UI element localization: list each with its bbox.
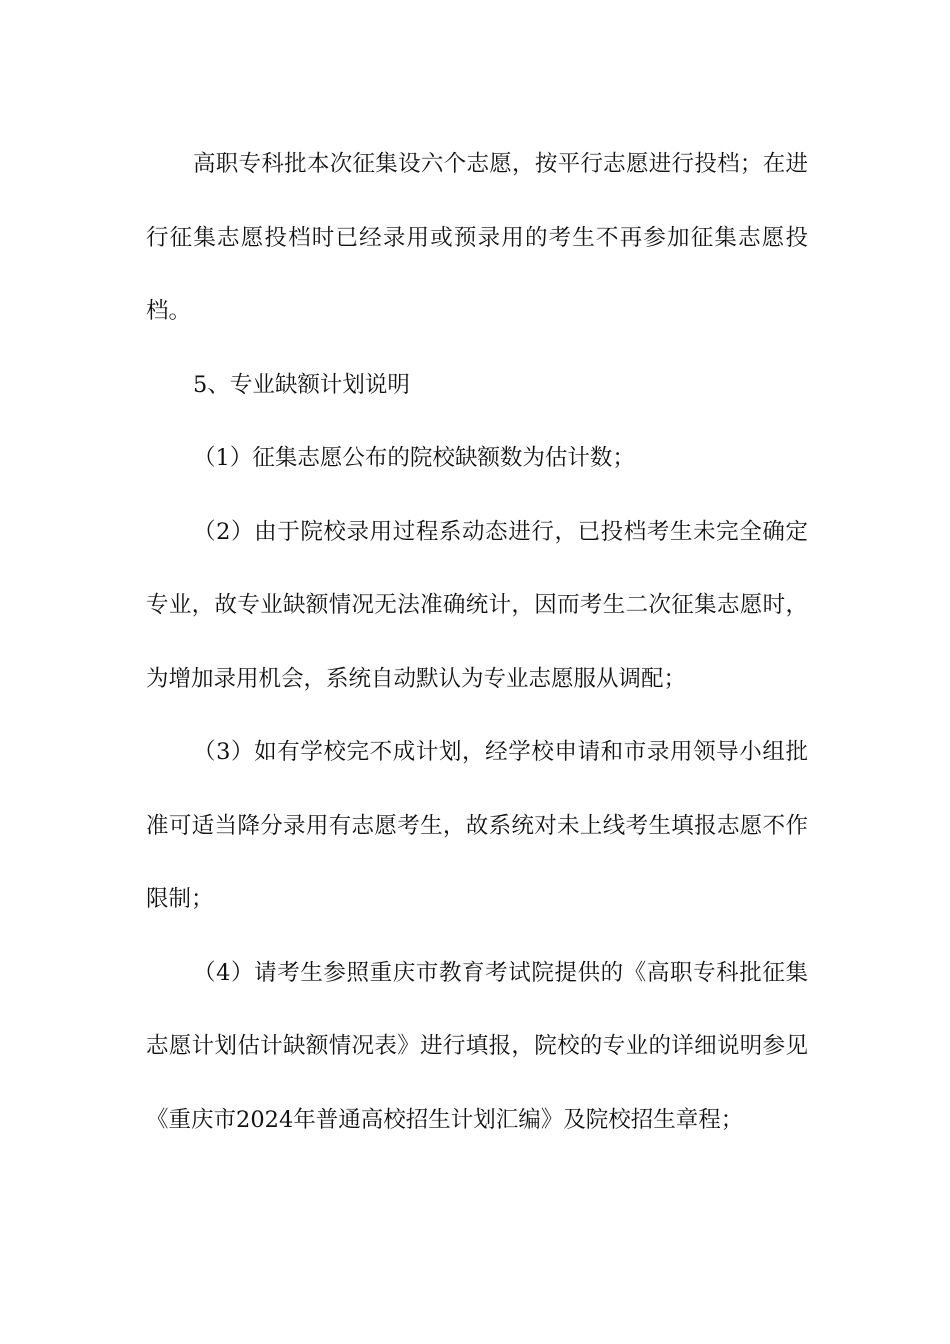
paragraph-item-4: （4）请考生参照重庆市教育考试院提供的《高职专科批征集志愿计划估计缺额情况表》进行填报，院校的专业的详细说明参见《重庆市2024年普通高校招生计划汇编》及院校招生章程；	[146, 959, 808, 1133]
paragraph-item-3: （3）如有学校完不成计划，经学校申请和市录用领导小组批准可适当降分录用有志愿考生，故系统对未上线考生填报志愿不作限制；	[146, 739, 808, 912]
paragraph-item-1: （1）征集志愿公布的院校缺额数为估计数；	[193, 445, 635, 471]
document-body	[146, 128, 808, 1157]
paragraph-voluntary-filing: 高职专科批本次征集设六个志愿，按平行志愿进行投档；在进行征集志愿投档时已经录用或预录用的考生不再参加征集志愿投档。	[146, 151, 808, 324]
section-heading-quota-plan: 5、专业缺额计划说明	[193, 371, 410, 398]
paragraph-item-2: （2）由于院校录用过程系动态进行，已投档考生未完全确定专业，故专业缺额情况无法准确统计，因而考生二次征集志愿时，为增加录用机会，系统自动默认为专业志愿服从调配；	[146, 518, 808, 692]
